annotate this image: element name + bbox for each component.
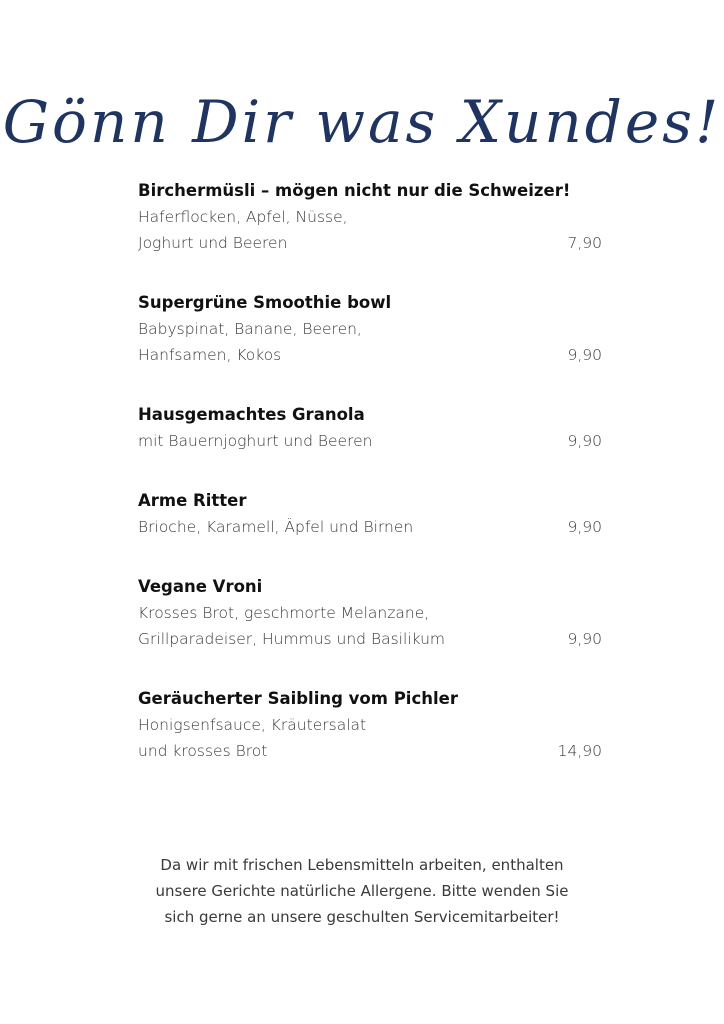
item-description bbox=[138, 230, 602, 256]
item-name: Hausgemachtes Granola bbox=[138, 405, 365, 424]
item-description-text: mit Bauernjoghurt und Beeren bbox=[138, 432, 373, 450]
item-description: Babyspinat, Banane, Beeren, bbox=[138, 320, 362, 338]
item-price: 9,90 bbox=[567, 630, 602, 648]
item-description bbox=[138, 738, 602, 764]
item-description bbox=[138, 342, 602, 368]
menu-title bbox=[0, 70, 724, 180]
item-description-text: und krosses Brot bbox=[138, 742, 268, 760]
item-description-text: Brioche, Karamell, Äpfel und Birnen bbox=[138, 518, 414, 536]
item-description-text: Joghurt und Beeren bbox=[138, 234, 288, 252]
item-name: Supergrüne Smoothie bowl bbox=[138, 293, 392, 312]
item-name: Vegane Vroni bbox=[138, 577, 263, 596]
menu-item-saibling bbox=[138, 686, 602, 764]
item-price: 7,90 bbox=[567, 234, 602, 252]
menu-list bbox=[138, 178, 602, 764]
item-description: Krosses Brot, geschmorte Melanzane, bbox=[138, 604, 430, 622]
item-price: 14,90 bbox=[557, 742, 602, 760]
item-price: 9,90 bbox=[567, 346, 602, 364]
item-name: Arme Ritter bbox=[138, 491, 247, 510]
allergen-notice-line: Da wir mit frischen Lebensmitteln arbeiten, enthalten bbox=[160, 856, 564, 874]
item-description bbox=[138, 428, 602, 454]
title-text: Gönn Dir was Xundes! bbox=[2, 88, 722, 156]
allergen-notice-line: sich gerne an unsere geschulten Servicemitarbeiter! bbox=[164, 908, 560, 926]
menu-item-smoothie-bowl bbox=[138, 290, 602, 368]
menu-item-arme-ritter bbox=[138, 488, 602, 540]
title-script bbox=[0, 70, 724, 180]
menu-item-vegane-vroni bbox=[138, 574, 602, 652]
item-description bbox=[138, 514, 602, 540]
item-description bbox=[138, 626, 602, 652]
item-description: Haferflocken, Apfel, Nüsse, bbox=[138, 208, 348, 226]
item-name: Birchermüsli – mögen nicht nur die Schweizer! bbox=[138, 181, 571, 200]
menu-item-granola bbox=[138, 402, 602, 454]
allergen-notice-line: unsere Gerichte natürliche Allergene. Bitte wenden Sie bbox=[155, 882, 569, 900]
menu-item-birchermuesli bbox=[138, 178, 602, 256]
item-name: Geräucherter Saibling vom Pichler bbox=[138, 689, 458, 708]
allergen-notice bbox=[100, 852, 624, 930]
item-price: 9,90 bbox=[567, 432, 602, 450]
item-description-text: Hanfsamen, Kokos bbox=[138, 346, 282, 364]
item-description: Honigsenfsauce, Kräutersalat bbox=[138, 716, 367, 734]
item-price: 9,90 bbox=[567, 518, 602, 536]
item-description-text: Grillparadeiser, Hummus und Basilikum bbox=[138, 630, 446, 648]
